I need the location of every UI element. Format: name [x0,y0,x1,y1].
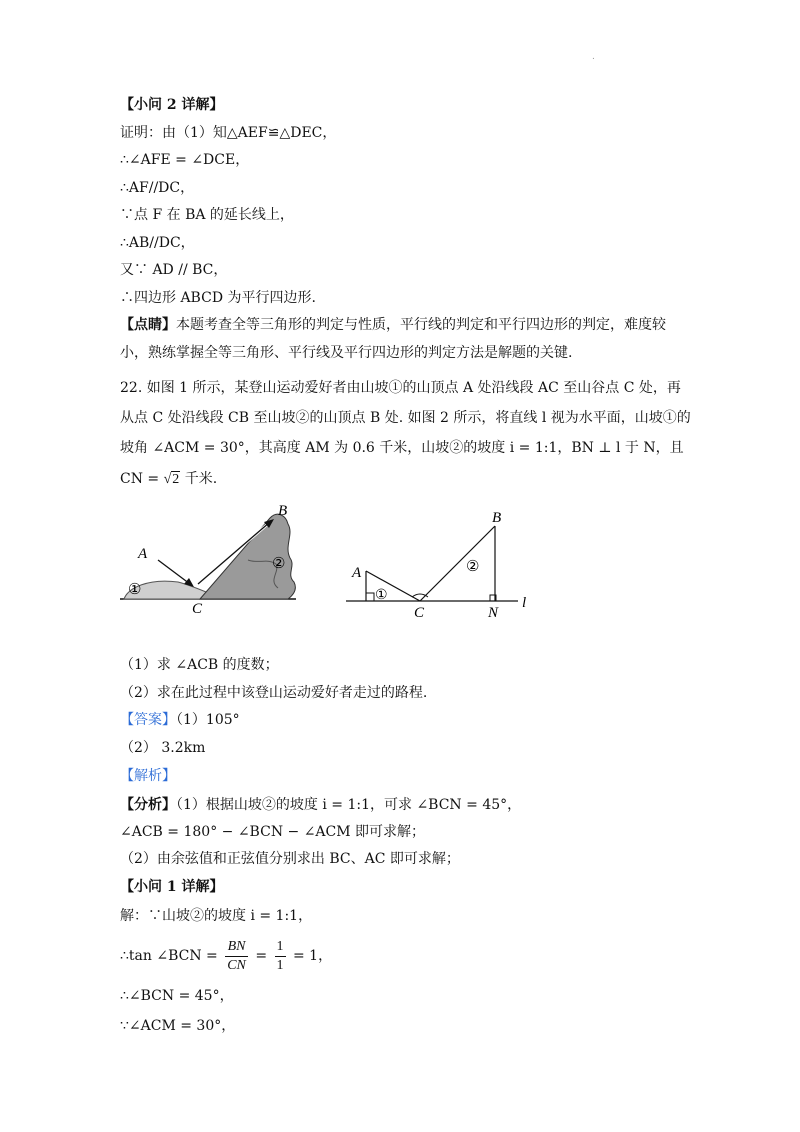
tan-equation [120,931,710,981]
problem-line: 22. 如图 1 所示，某登山运动爱好者由山坡①的山顶点 A 处沿线段 AC 至山谷点 C 处，再 [120,380,681,396]
proof-line: 又∵ AD // BC， [120,262,228,278]
fenxi-line-3: （2）由余弦值和正弦值分别求出 BC、AC 即可求解； [120,851,460,867]
fig2-label-b: B [492,510,502,526]
sqrt-symbol: √2 [163,472,180,487]
answer-label: 【答案】 [120,712,176,728]
problem-line: 坡角 ∠ACM = 30°，其高度 AM 为 0.6 千米，山坡②的坡度 i = 1:1，BN ⊥ l 于 N，且 [120,440,684,456]
ratio-fraction [275,938,286,975]
section-heading: 【小问 2 详解】 [120,97,224,113]
solution-line-3: ∴∠BCN = 45°， [120,988,234,1004]
problem-line4-post: 千米. [180,471,218,487]
solution-line-1: 解：∵山坡②的坡度 i = 1:1， [120,908,313,924]
q1-solution-heading: 【小问 1 详解】 [120,878,224,895]
tan-denominator: CN [227,957,246,973]
tan-suffix: = 1， [288,948,333,964]
fenxi-line-2: ∠ACB = 180° − ∠BCN − ∠ACM 即可求解； [120,823,426,840]
tan-fraction [225,938,248,975]
fig2-label-2: ② [466,559,480,575]
fig1-label-b: B [278,503,288,519]
proof-line: ∴AB//DC， [120,234,195,251]
question-1: （1）求 ∠ACB 的度数； [120,657,279,673]
questions-section [120,652,710,1041]
fig1-label-c: C [192,601,203,615]
fig1-label-2: ② [272,556,286,572]
comment-text: 本题考查全等三角形的判定与性质，平行线的判定和平行四边形的判定，难度较 [176,317,666,333]
comment-line-2: 小，熟练掌握全等三角形、平行线及平行四边形的判定方法是解题的关键. [120,344,573,361]
proof-line: ∴AF//DC， [120,179,195,196]
problem-22 [120,373,710,495]
fenxi-label: 【分析】 [120,796,176,813]
proof-section [120,92,710,367]
proof-line: ∵点 F 在 BA 的延长线上， [120,207,294,223]
fenxi-line-1: （1）根据山坡②的坡度 i = 1:1，可求 ∠BCN = 45°， [176,796,522,813]
figure-1-mountains [118,500,308,615]
proof-line: ∴四边形 ABCD 为平行四边形. [120,289,316,306]
proof-line: ∴∠AFE = ∠DCE， [120,152,250,168]
fig1-label-1: ① [128,582,142,598]
figure-2-triangles [340,505,550,620]
answer-1: （1）105° [176,712,240,728]
fig2-label-1: ① [375,588,388,603]
tan-prefix: ∴tan ∠BCN = [120,948,223,964]
page-mark: . [592,52,595,62]
fig1-label-a: A [138,546,148,562]
fig2-label-c: C [414,605,425,620]
solution-line-4: ∵∠ACM = 30°， [120,1018,236,1034]
comment-line [120,312,710,340]
question-2: （2）求在此过程中该登山运动爱好者走过的路程. [120,684,428,701]
sqrt-radicand: 2 [172,472,180,487]
proof-line: 证明：由（1）知△AEF≌△DEC， [120,124,337,141]
fig2-label-l: l [522,595,527,611]
ratio-denominator: 1 [276,957,284,973]
fig2-label-a: A [352,565,362,581]
answer-2: （2） 3.2km [120,740,206,756]
tan-middle: = [250,948,272,964]
ratio-numerator: 1 [275,938,286,957]
comment-label: 【点睛】 [120,317,176,333]
problem-line [120,463,710,495]
tan-numerator: BN [225,938,248,957]
fig2-label-n: N [488,605,499,620]
analysis-label: 【解析】 [120,768,176,784]
problem-line: 从点 C 处沿线段 CB 至山坡②的山顶点 B 处. 如图 2 所示，将直线 l 视为水平面，山坡①的 [120,410,691,426]
problem-line4-pre: CN = [120,471,164,487]
